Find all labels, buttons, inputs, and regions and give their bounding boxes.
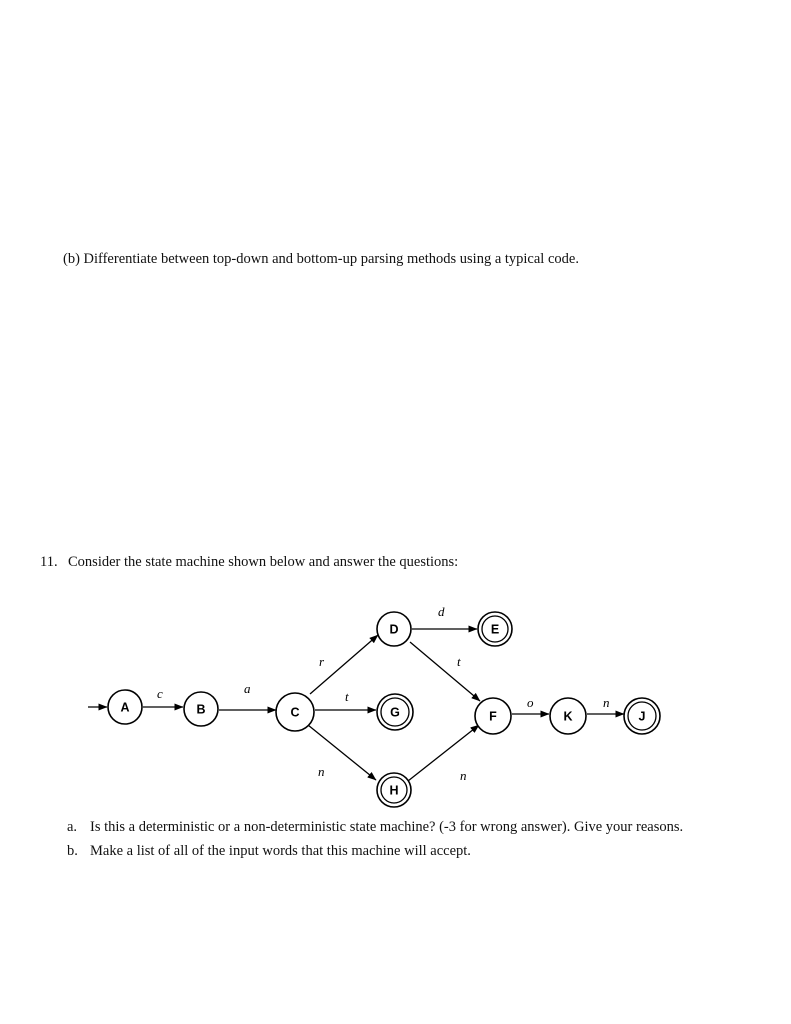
question-11-prompt: Consider the state machine shown below and answer the questions: — [68, 554, 459, 570]
state-d-label: D — [389, 622, 399, 637]
transition-c-g-label: t — [345, 689, 349, 704]
state-j — [624, 698, 660, 734]
subquestion-a — [67, 818, 683, 836]
state-c-label: C — [290, 705, 300, 720]
state-h — [377, 773, 411, 807]
state-g-label: G — [390, 705, 400, 720]
transition-h-f — [408, 725, 479, 783]
transition-d-e — [412, 604, 477, 629]
transition-a-b-label: c — [157, 686, 163, 701]
state-g — [377, 694, 413, 730]
state-f-label: F — [489, 709, 497, 724]
state-c — [276, 693, 314, 731]
transition-b-c-label: a — [244, 681, 251, 696]
state-a-label: A — [120, 700, 130, 715]
transition-d-f-label: t — [457, 654, 461, 669]
state-d — [377, 612, 411, 646]
state-e-label: E — [490, 622, 500, 637]
question-11-number: 11. — [40, 554, 58, 570]
transition-f-k-label: o — [527, 695, 534, 710]
state-k-label: K — [563, 709, 573, 724]
state-b-label: B — [196, 702, 206, 717]
transition-k-j — [587, 695, 624, 714]
subquestion-b-text: Make a list of all of the input words that this machine will accept. — [90, 843, 471, 859]
state-j-label: J — [638, 709, 646, 724]
state-b — [184, 692, 218, 726]
transition-c-g — [315, 689, 376, 710]
transition-c-h — [308, 725, 376, 780]
question-11 — [40, 553, 458, 571]
transition-a-b — [143, 686, 183, 707]
state-e — [478, 612, 512, 646]
transition-h-f-label: n — [460, 768, 467, 783]
subquestion-a-text: Is this a deterministic or a non-deterministic state machine? (-3 for wrong answer). Give your reasons. — [90, 819, 684, 835]
transition-f-k — [512, 695, 549, 714]
transition-c-d — [310, 635, 378, 694]
transition-c-d-label: r — [319, 654, 325, 669]
state-a — [108, 690, 142, 724]
transition-d-f — [410, 642, 480, 701]
subquestion-b — [67, 842, 471, 860]
state-h-label: H — [389, 783, 399, 798]
state-k — [550, 698, 586, 734]
state-machine-diagram — [0, 590, 791, 810]
state-f — [475, 698, 511, 734]
transition-d-e-label: d — [438, 604, 445, 619]
subquestion-b-letter: b. — [67, 843, 78, 859]
transition-c-h-label: n — [318, 764, 325, 779]
transition-b-c — [219, 681, 276, 710]
transition-k-j-label: n — [603, 695, 610, 710]
subquestion-a-letter: a. — [67, 819, 78, 835]
part-b-question: (b) Differentiate between top-down and bottom-up parsing methods using a typical code. — [63, 251, 579, 267]
